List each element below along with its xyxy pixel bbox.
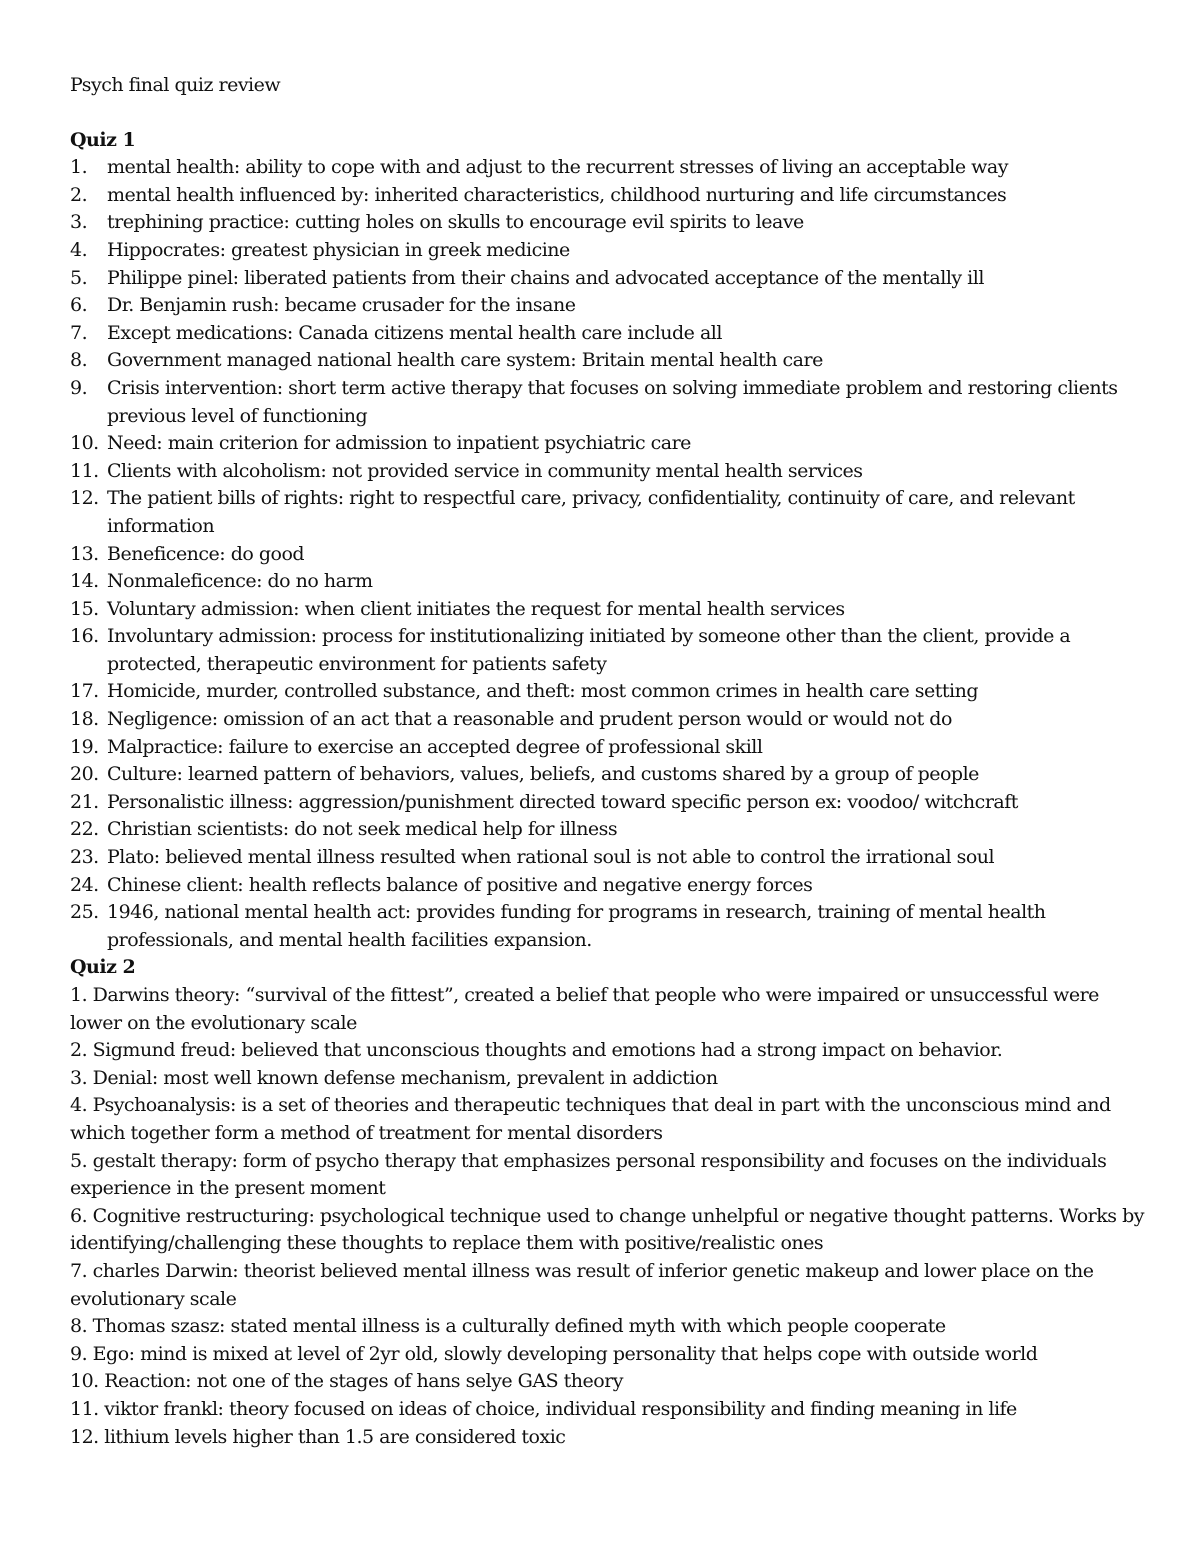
item-text: Negligence: omission of an act that a reasonable and prudent person would or would not do <box>107 708 952 731</box>
quiz2-heading: Quiz 2 <box>70 956 136 979</box>
item-number: 20. <box>70 763 99 786</box>
list-item: 4. Psychoanalysis: is a set of theories and therapeutic techniques that deal in part with the unconscious mind and which together form a method of treatment for mental disorders <box>70 1094 1111 1144</box>
list-item <box>70 623 1145 678</box>
list-item <box>70 292 1145 320</box>
list-item <box>70 596 1145 624</box>
list-item <box>70 789 1145 817</box>
item-text: Personalistic illness: aggression/punishment directed toward specific person ex: voodoo/ witchcraft <box>107 790 1018 813</box>
list-item: 10. Reaction: not one of the stages of hans selye GAS theory <box>70 1370 624 1393</box>
item-number: 19. <box>70 735 99 758</box>
list-item: 12. lithium levels higher than 1.5 are considered toxic <box>70 1425 566 1448</box>
list-item <box>70 844 1145 872</box>
item-text: Involuntary admission: process for institutionalizing initiated by someone other than the client, provide a protected, therapeutic environment for patients safety <box>107 625 1071 675</box>
item-number: 14. <box>70 570 99 593</box>
list-item <box>70 485 1145 540</box>
item-text: Culture: learned pattern of behaviors, values, beliefs, and customs shared by a group of people <box>107 763 979 786</box>
item-text: Need: main criterion for admission to inpatient psychiatric care <box>107 432 691 455</box>
item-text: Government managed national health care system: Britain mental health care <box>107 349 823 372</box>
list-item: 3. Denial: most well known defense mechanism, prevalent in addiction <box>70 1066 718 1089</box>
quiz2-list <box>70 982 1145 1451</box>
list-item: 7. charles Darwin: theorist believed mental illness was result of inferior genetic makeup and lower place on the evolutionary scale <box>70 1259 1094 1310</box>
item-text: mental health: ability to cope with and adjust to the recurrent stresses of living an acceptable way <box>107 156 1008 179</box>
item-text: Christian scientists: do not seek medical help for illness <box>107 818 618 841</box>
item-number: 18. <box>70 708 99 731</box>
item-text: Malpractice: failure to exercise an accepted degree of professional skill <box>107 735 763 758</box>
quiz1-heading: Quiz 1 <box>70 128 136 151</box>
item-number: 5. <box>70 266 88 289</box>
item-text: Dr. Benjamin rush: became crusader for the insane <box>107 294 576 317</box>
item-number: 1. <box>70 156 88 179</box>
item-text: Philippe pinel: liberated patients from their chains and advocated acceptance of the mentally ill <box>107 266 984 289</box>
item-number: 4. <box>70 238 88 261</box>
item-number: 2. <box>70 183 88 206</box>
document-page <box>70 72 1145 1451</box>
list-item <box>70 154 1145 182</box>
list-item <box>70 734 1145 762</box>
list-item <box>70 320 1145 348</box>
item-number: 8. <box>70 349 88 372</box>
list-item: 8. Thomas szasz: stated mental illness is a culturally defined myth with which people cooperate <box>70 1315 946 1338</box>
list-item: 11. viktor frankl: theory focused on ideas of choice, individual responsibility and finding meaning in life <box>70 1397 1017 1420</box>
item-text: Crisis intervention: short term active therapy that focuses on solving immediate problem and restoring clients previous level of functioning <box>107 376 1118 427</box>
item-text: Clients with alcoholism: not provided service in community mental health services <box>107 459 863 482</box>
item-number: 23. <box>70 846 99 869</box>
item-number: 21. <box>70 790 99 813</box>
item-number: 10. <box>70 432 99 455</box>
item-number: 22. <box>70 818 99 841</box>
list-item <box>70 678 1145 706</box>
item-number: 6. <box>70 294 88 317</box>
list-item: 2. Sigmund freud: believed that unconscious thoughts and emotions had a strong impact on behavior. <box>70 1039 1003 1062</box>
item-number: 3. <box>70 211 88 234</box>
list-item <box>70 706 1145 734</box>
item-number: 17. <box>70 680 99 703</box>
list-item <box>70 375 1145 430</box>
item-text: Chinese client: health reflects balance of positive and negative energy forces <box>107 873 813 896</box>
item-number: 7. <box>70 321 88 344</box>
item-text: mental health influenced by: inherited characteristics, childhood nurturing and life circumstances <box>107 183 1007 206</box>
item-number: 25. <box>70 901 99 924</box>
list-item: 5. gestalt therapy: form of psycho therapy that emphasizes personal responsibility and focuses on the individuals experience in the present moment <box>70 1149 1107 1200</box>
list-item <box>70 541 1145 569</box>
list-item: 9. Ego: mind is mixed at level of 2yr old, slowly developing personality that helps cope with outside world <box>70 1342 1038 1365</box>
item-text: Hippocrates: greatest physician in greek medicine <box>107 238 570 261</box>
list-item <box>70 899 1145 954</box>
list-item <box>70 816 1145 844</box>
item-number: 24. <box>70 873 99 896</box>
item-number: 9. <box>70 376 88 399</box>
item-text: trephining practice: cutting holes on skulls to encourage evil spirits to leave <box>107 211 804 234</box>
list-item <box>70 237 1145 265</box>
item-number: 15. <box>70 597 99 620</box>
item-text: Homicide, murder, controlled substance, and theft: most common crimes in health care setting <box>107 680 979 703</box>
item-text: Except medications: Canada citizens mental health care include all <box>107 321 722 344</box>
list-item <box>70 347 1145 375</box>
list-item <box>70 458 1145 486</box>
item-number: 12. <box>70 487 99 510</box>
item-text: Voluntary admission: when client initiates the request for mental health services <box>107 597 845 620</box>
list-item <box>70 209 1145 237</box>
list-item <box>70 182 1145 210</box>
item-number: 13. <box>70 542 99 565</box>
item-number: 16. <box>70 625 99 648</box>
item-text: 1946, national mental health act: provides funding for programs in research, training of mental health professionals, and mental health facilities expansion. <box>107 901 1046 951</box>
quiz1-list <box>70 154 1145 954</box>
list-item <box>70 761 1145 789</box>
list-item: 6. Cognitive restructuring: psychological technique used to change unhelpful or negative thought patterns. Works by identifying/challenging these thoughts to replace them with positive/realistic ones <box>70 1204 1144 1255</box>
list-item: 1. Darwins theory: “survival of the fittest”, created a belief that people who were impaired or unsuccessful were lower on the evolutionary scale <box>70 984 1099 1034</box>
list-item <box>70 265 1145 293</box>
item-text: Plato: believed mental illness resulted when rational soul is not able to control the irrational soul <box>107 846 995 869</box>
list-item <box>70 568 1145 596</box>
document-title: Psych final quiz review <box>70 74 281 96</box>
item-text: Beneficence: do good <box>107 542 305 565</box>
list-item <box>70 872 1145 900</box>
list-item <box>70 430 1145 458</box>
item-number: 11. <box>70 459 99 482</box>
item-text: The patient bills of rights: right to respectful care, privacy, confidentiality, continuity of care, and relevant information <box>107 487 1075 537</box>
item-text: Nonmaleficence: do no harm <box>107 570 373 593</box>
